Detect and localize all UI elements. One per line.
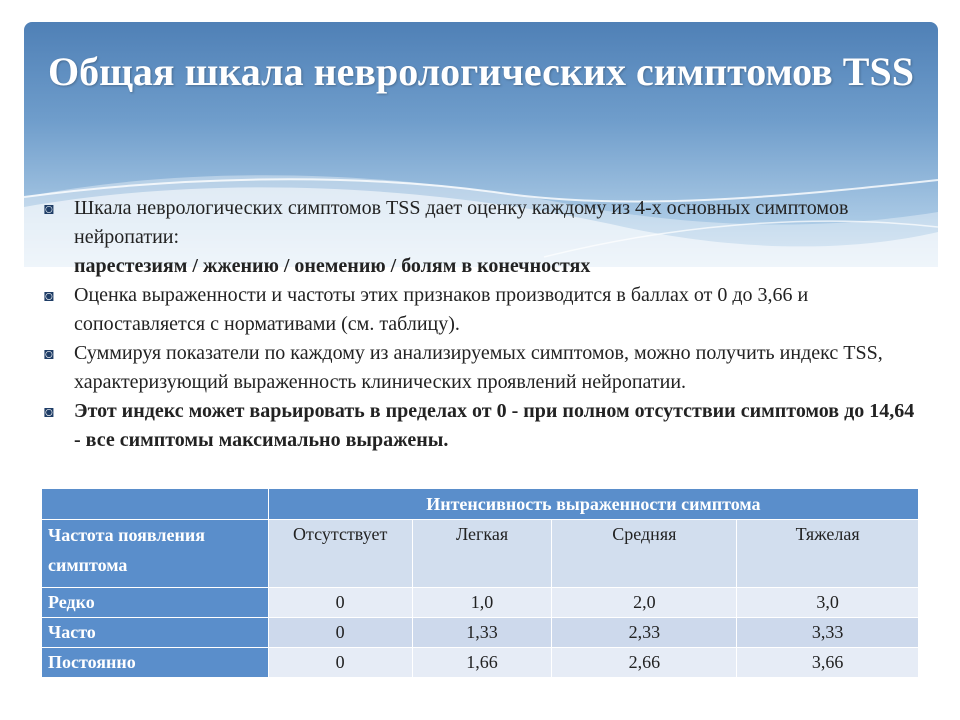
table-header-row xyxy=(42,489,919,520)
row-label: Редко xyxy=(42,588,269,618)
table-corner-cell xyxy=(42,489,269,520)
bullet-text: Шкала неврологических симптомов TSS дает оценку каждому из 4-х основных симптомов нейропатии: xyxy=(74,197,849,248)
bullet-text: Суммируя показатели по каждому из анализируемых симптомов, можно получить индекс TSS, характеризующий выраженность клинических проявлений нейропатии. xyxy=(74,342,883,393)
bullet-bold-line: парестезиям / жжению / онемению / болям в конечностях xyxy=(74,255,591,277)
bullet-text: Оценка выраженности и частоты этих признаков производится в баллах от 0 до 3,66 и сопоставляется с нормативами (см. таблицу). xyxy=(74,284,809,335)
table-row xyxy=(42,648,919,678)
bullet-item xyxy=(44,339,924,397)
table-cell: 3,33 xyxy=(737,618,919,648)
square-bullet-icon: ◙ xyxy=(44,288,54,305)
table-cell: 0 xyxy=(268,588,412,618)
intensity-header: Интенсивность выраженности симптома xyxy=(268,489,918,520)
tss-table xyxy=(41,488,919,678)
table-cell: 1,0 xyxy=(412,588,552,618)
bullet-item xyxy=(44,397,924,455)
column-header: Легкая xyxy=(412,520,552,588)
column-header: Тяжелая xyxy=(737,520,919,588)
square-bullet-icon: ◙ xyxy=(44,346,54,363)
table-row xyxy=(42,618,919,648)
bullet-text: Этот индекс может варьировать в пределах от 0 - при полном отсутствии симптомов до 14,64 - все симптомы максимально выражены. xyxy=(74,400,915,451)
table-cell: 2,66 xyxy=(552,648,737,678)
bullet-list xyxy=(44,194,924,455)
bullet-item xyxy=(44,194,924,281)
table-cell: 1,33 xyxy=(412,618,552,648)
table-cell: 2,0 xyxy=(552,588,737,618)
column-header: Отсутствует xyxy=(268,520,412,588)
column-header: Средняя xyxy=(552,520,737,588)
bullet-item xyxy=(44,281,924,339)
square-bullet-icon: ◙ xyxy=(44,201,54,218)
row-label: Часто xyxy=(42,618,269,648)
table-cell: 0 xyxy=(268,648,412,678)
row-label: Постоянно xyxy=(42,648,269,678)
square-bullet-icon: ◙ xyxy=(44,404,54,421)
table-cell: 1,66 xyxy=(412,648,552,678)
page-title: Общая шкала неврологических симптомов TSS xyxy=(48,49,914,94)
table-cell: 3,66 xyxy=(737,648,919,678)
frequency-header: Частота появления симптома xyxy=(42,520,269,588)
table-subheader-row xyxy=(42,520,919,588)
table-cell: 2,33 xyxy=(552,618,737,648)
table-row xyxy=(42,588,919,618)
table-cell: 3,0 xyxy=(737,588,919,618)
table-cell: 0 xyxy=(268,618,412,648)
